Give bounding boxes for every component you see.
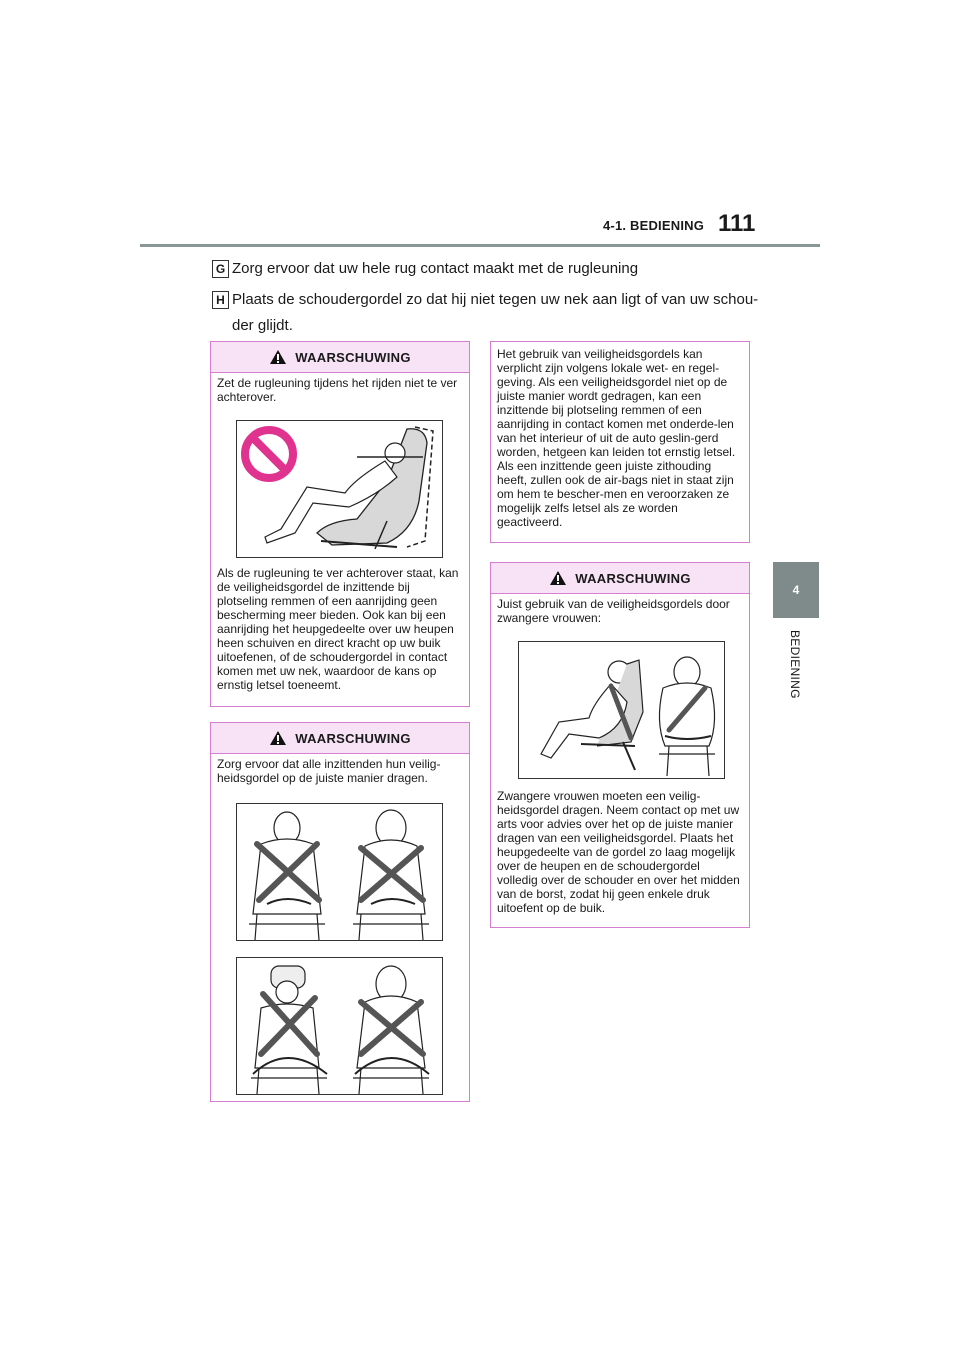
warning-triangle-icon xyxy=(269,349,287,365)
warning-triangle-icon xyxy=(549,570,567,586)
warning-intro: Juist gebruik van de veiligheidsgordels door zwangere vrouwen: xyxy=(497,597,730,625)
warning-intro: Zet de rugleuning tijdens het rijden niet te ver achterover. xyxy=(217,376,458,404)
info-box-regulations xyxy=(490,341,750,543)
warning-box-pregnant-women xyxy=(490,562,750,928)
warning-title: WAARSCHUWING xyxy=(295,730,411,746)
warning-header xyxy=(491,563,749,594)
chapter-tab-number: 4 xyxy=(773,562,819,618)
chapter-tab-label: BEDIENING xyxy=(788,630,802,699)
warning-box-all-occupants xyxy=(210,722,470,1102)
step-g xyxy=(212,256,792,286)
page-number: 111 xyxy=(718,210,756,237)
prohibition-sign-icon xyxy=(245,430,293,478)
warning-triangle-icon xyxy=(269,730,287,746)
step-text: Plaats de schoudergordel zo dat hij niet tegen uw nek aan ligt of van uw schou-der glijdt. xyxy=(232,291,759,334)
warning-title: WAARSCHUWING xyxy=(295,349,411,365)
adult-seatbelt-illustration xyxy=(236,803,443,941)
section-title: 4-1. BEDIENING xyxy=(603,218,705,233)
info-text: Het gebruik van veiligheidsgordels kan verplicht zijn volgens lokale wet- en regel-geving. Als een veiligheidsgordel niet op de juiste manier wordt gedragen, kan een inzittende bij plotseling remmen of een aanrijding in contact komen met onderde-len van het interieur of uit de auto geslin-gerd worden, hetgeen kan leiden tot ernstig letsel. Als een inzittende geen juiste zithouding heeft, zullen ook de air-bags niet in staat zijn om hem te bescher-men en veroorzaken ze mogelijk zelfs letsel als ze worden geactiveerd. xyxy=(497,347,736,529)
step-h xyxy=(212,287,792,347)
child-seatbelt-illustration xyxy=(236,957,443,1095)
warning-header xyxy=(211,342,469,373)
step-badge: H xyxy=(212,291,229,309)
warning-header xyxy=(211,723,469,754)
pregnant-seatbelt-illustration xyxy=(518,641,725,779)
warning-box-reclined-seat xyxy=(210,341,470,707)
warning-body: Als de rugleuning te ver achterover staat, kan de veiligheidsgordel de inzittende bij plotseling remmen of een aanrijding geen bescherming meer bieden. Ook kan bij een aanrijding het heupgedeelte over uw heupen heen schuiven en direct kracht op uw buik uitoefenen, of de schoudergordel in contact komen met uw nek, waardoor de kans op ernstig letsel toeneemt. xyxy=(217,566,459,692)
header-rule xyxy=(140,244,820,247)
warning-title: WAARSCHUWING xyxy=(575,570,691,586)
step-text: Zorg ervoor dat uw hele rug contact maakt met de rugleuning xyxy=(232,260,639,277)
reclined-seat-illustration xyxy=(236,420,443,558)
warning-body: Zwangere vrouwen moeten een veilig-heidsgordel dragen. Neem contact op met uw arts voor advies over het op de juiste manier dragen van een veiligheidsgordel. Plaats het heupgedeelte van de gordel zo laag mogelijk over de heupen en de schoudergordel volledig over de schouder en over het midden van de borst, zodat hij geen enkele druk uitoefent op de buik. xyxy=(497,789,740,915)
warning-intro: Zorg ervoor dat alle inzittenden hun veilig-heidsgordel op de juiste manier dragen. xyxy=(217,757,441,785)
step-badge: G xyxy=(212,260,229,278)
